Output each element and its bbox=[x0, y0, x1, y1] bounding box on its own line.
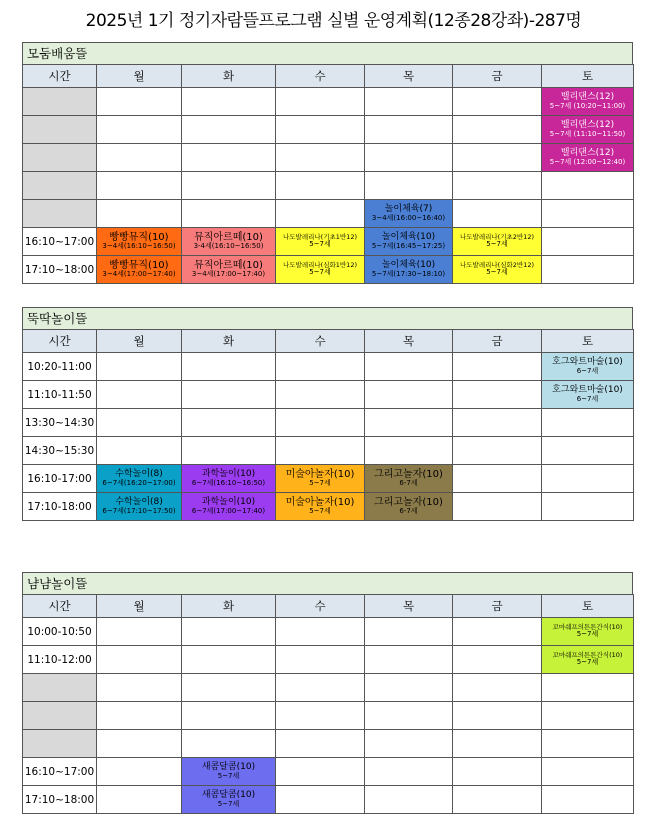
table-row bbox=[23, 88, 634, 116]
class-cell bbox=[276, 493, 365, 521]
class-cell bbox=[182, 228, 276, 256]
class-detail: 3~4세(17:00~17:40) bbox=[102, 270, 176, 279]
class-name: 빵빵뮤직(10) bbox=[109, 260, 169, 272]
day-header: 수 bbox=[276, 595, 365, 618]
empty-cell bbox=[542, 758, 634, 786]
time-cell: 11:10-12:00 bbox=[23, 646, 97, 674]
header-row bbox=[23, 330, 634, 353]
class-name: 그리고놀자(10) bbox=[374, 469, 443, 481]
time-cell: 17:10~18:00 bbox=[23, 786, 97, 814]
class-detail: 6~7세 bbox=[576, 394, 599, 403]
class-name: 꼬마쉐프의튼튼간식(10) bbox=[552, 651, 623, 660]
empty-cell bbox=[453, 116, 542, 144]
time-cell bbox=[23, 200, 97, 228]
class-detail: 5~7세 bbox=[309, 507, 331, 516]
empty-cell bbox=[97, 144, 182, 172]
empty-cell bbox=[97, 88, 182, 116]
time-cell bbox=[23, 730, 97, 758]
class-cell bbox=[365, 493, 453, 521]
empty-cell bbox=[365, 88, 453, 116]
day-header: 화 bbox=[182, 65, 276, 88]
section-title: 냠냠놀이뜰 bbox=[22, 572, 633, 594]
time-cell: 16:10~17:00 bbox=[23, 758, 97, 786]
empty-cell bbox=[276, 353, 365, 381]
empty-cell bbox=[97, 353, 182, 381]
class-detail: 6~7세(17:00~17:40) bbox=[191, 506, 266, 515]
day-header: 수 bbox=[276, 65, 365, 88]
empty-cell bbox=[276, 172, 365, 200]
schedule-table bbox=[22, 329, 634, 521]
empty-cell bbox=[182, 200, 276, 228]
class-cell bbox=[365, 256, 453, 284]
class-name: 나도발레리나(심화2반12) bbox=[460, 261, 534, 270]
empty-cell bbox=[182, 702, 276, 730]
class-name: 그리고놀자(10) bbox=[374, 497, 443, 509]
empty-cell bbox=[276, 116, 365, 144]
class-cell bbox=[365, 200, 453, 228]
class-name: 새콤달콤(10) bbox=[201, 789, 256, 800]
class-detail: 5~7세(17:30~18:10) bbox=[371, 269, 446, 278]
empty-cell bbox=[97, 437, 182, 465]
time-cell bbox=[23, 172, 97, 200]
empty-cell bbox=[97, 172, 182, 200]
empty-cell bbox=[276, 88, 365, 116]
class-cell bbox=[97, 465, 182, 493]
empty-cell bbox=[542, 493, 634, 521]
table-row bbox=[23, 116, 634, 144]
empty-cell bbox=[97, 702, 182, 730]
class-cell bbox=[97, 493, 182, 521]
empty-cell bbox=[453, 786, 542, 814]
section-title: 모둠배움뜰 bbox=[22, 42, 633, 64]
table-row bbox=[23, 758, 634, 786]
class-detail: 5~7세 (11:10~11:50) bbox=[549, 129, 626, 138]
schedule-section bbox=[22, 42, 633, 284]
class-detail: 3-4세(16:10~16:50) bbox=[193, 242, 264, 251]
empty-cell bbox=[97, 674, 182, 702]
day-header: 목 bbox=[365, 65, 453, 88]
empty-cell bbox=[453, 618, 542, 646]
empty-cell bbox=[276, 200, 365, 228]
class-detail: 6-7세 bbox=[399, 479, 418, 488]
class-cell bbox=[453, 228, 542, 256]
time-cell: 13:30~14:30 bbox=[23, 409, 97, 437]
empty-cell bbox=[453, 730, 542, 758]
empty-cell bbox=[453, 702, 542, 730]
table-row bbox=[23, 702, 634, 730]
empty-cell bbox=[97, 116, 182, 144]
class-name: 나도발레리나(심화1반12) bbox=[283, 261, 357, 270]
empty-cell bbox=[182, 646, 276, 674]
empty-cell bbox=[365, 116, 453, 144]
class-detail: 5~7세 bbox=[309, 240, 331, 249]
class-detail: 5~7세 bbox=[217, 771, 240, 780]
empty-cell bbox=[365, 646, 453, 674]
table-row bbox=[23, 437, 634, 465]
class-detail: 5~7세 bbox=[309, 479, 331, 488]
class-cell bbox=[453, 256, 542, 284]
empty-cell bbox=[182, 409, 276, 437]
day-header: 금 bbox=[453, 595, 542, 618]
empty-cell bbox=[276, 618, 365, 646]
day-header: 시간 bbox=[23, 330, 97, 353]
class-cell bbox=[365, 228, 453, 256]
class-cell bbox=[542, 353, 634, 381]
empty-cell bbox=[542, 702, 634, 730]
empty-cell bbox=[365, 674, 453, 702]
day-header: 토 bbox=[542, 595, 634, 618]
empty-cell bbox=[453, 646, 542, 674]
section-title: 뚝딱놀이뜰 bbox=[22, 307, 633, 329]
empty-cell bbox=[453, 200, 542, 228]
table-row bbox=[23, 172, 634, 200]
class-detail: 6-7세 bbox=[399, 507, 418, 516]
schedule-section bbox=[22, 307, 633, 521]
table-row bbox=[23, 786, 634, 814]
empty-cell bbox=[97, 646, 182, 674]
table-row bbox=[23, 618, 634, 646]
empty-cell bbox=[182, 618, 276, 646]
class-detail: 6~7세(17:10~17:50) bbox=[102, 506, 176, 515]
empty-cell bbox=[365, 437, 453, 465]
class-cell bbox=[182, 758, 276, 786]
class-name: 밸리댄스(12) bbox=[560, 147, 615, 158]
class-cell bbox=[542, 618, 634, 646]
empty-cell bbox=[542, 172, 634, 200]
class-cell bbox=[182, 465, 276, 493]
time-cell bbox=[23, 674, 97, 702]
empty-cell bbox=[365, 172, 453, 200]
class-cell bbox=[182, 493, 276, 521]
empty-cell bbox=[365, 786, 453, 814]
empty-cell bbox=[453, 144, 542, 172]
class-name: 과학놀이(10) bbox=[201, 468, 256, 479]
class-name: 호그와트마술(10) bbox=[552, 384, 623, 395]
empty-cell bbox=[542, 730, 634, 758]
class-cell bbox=[542, 116, 634, 144]
empty-cell bbox=[453, 758, 542, 786]
empty-cell bbox=[276, 730, 365, 758]
class-name: 수학놀이(8) bbox=[115, 468, 163, 479]
class-name: 놀이체육(10) bbox=[381, 259, 436, 270]
empty-cell bbox=[542, 786, 634, 814]
empty-cell bbox=[97, 200, 182, 228]
table-row bbox=[23, 256, 634, 284]
schedule-table bbox=[22, 64, 634, 284]
empty-cell bbox=[97, 786, 182, 814]
day-header: 수 bbox=[276, 330, 365, 353]
class-detail: 3~4세(17:00~17:40) bbox=[191, 270, 266, 279]
table-row bbox=[23, 381, 634, 409]
class-cell bbox=[182, 256, 276, 284]
day-header: 금 bbox=[453, 65, 542, 88]
class-name: 과학놀이(10) bbox=[201, 496, 256, 507]
class-detail: 5~7세 bbox=[309, 268, 331, 277]
empty-cell bbox=[182, 730, 276, 758]
time-cell: 11:10-11:50 bbox=[23, 381, 97, 409]
time-cell: 16:10-17:00 bbox=[23, 465, 97, 493]
empty-cell bbox=[365, 702, 453, 730]
schedule-table bbox=[22, 594, 634, 814]
empty-cell bbox=[276, 786, 365, 814]
empty-cell bbox=[453, 493, 542, 521]
empty-cell bbox=[182, 353, 276, 381]
class-name: 놀이체육(10) bbox=[381, 231, 436, 242]
empty-cell bbox=[453, 353, 542, 381]
empty-cell bbox=[276, 758, 365, 786]
class-cell bbox=[542, 646, 634, 674]
class-name: 호그와트마술(10) bbox=[552, 356, 623, 367]
class-cell bbox=[542, 381, 634, 409]
class-name: 미술아놀자(10) bbox=[285, 497, 355, 509]
empty-cell bbox=[97, 381, 182, 409]
class-name: 밸리댄스(12) bbox=[560, 91, 615, 102]
time-cell: 17:10-18:00 bbox=[23, 493, 97, 521]
class-cell bbox=[276, 465, 365, 493]
class-cell bbox=[97, 228, 182, 256]
table-row bbox=[23, 493, 634, 521]
time-cell: 14:30~15:30 bbox=[23, 437, 97, 465]
class-detail: 6~7세(16:10~16:50) bbox=[191, 478, 266, 487]
class-name: 빵빵뮤직(10) bbox=[109, 232, 169, 244]
time-cell bbox=[23, 88, 97, 116]
class-name: 꼬마쉐프의튼튼간식(10) bbox=[552, 623, 623, 632]
class-name: 나도발레리나(기초1반12) bbox=[283, 233, 357, 242]
empty-cell bbox=[182, 88, 276, 116]
day-header: 목 bbox=[365, 330, 453, 353]
table-row bbox=[23, 730, 634, 758]
class-cell bbox=[365, 465, 453, 493]
empty-cell bbox=[365, 758, 453, 786]
empty-cell bbox=[453, 409, 542, 437]
day-header: 월 bbox=[97, 330, 182, 353]
day-header: 화 bbox=[182, 595, 276, 618]
time-cell: 17:10~18:00 bbox=[23, 256, 97, 284]
day-header: 목 bbox=[365, 595, 453, 618]
empty-cell bbox=[97, 730, 182, 758]
day-header: 화 bbox=[182, 330, 276, 353]
empty-cell bbox=[453, 172, 542, 200]
empty-cell bbox=[542, 674, 634, 702]
day-header: 금 bbox=[453, 330, 542, 353]
empty-cell bbox=[453, 674, 542, 702]
time-cell bbox=[23, 144, 97, 172]
class-detail: 5~7세 bbox=[576, 630, 599, 639]
empty-cell bbox=[182, 144, 276, 172]
empty-cell bbox=[276, 437, 365, 465]
table-row bbox=[23, 228, 634, 256]
empty-cell bbox=[97, 758, 182, 786]
class-detail: 5~7세 bbox=[486, 240, 508, 249]
class-cell bbox=[542, 144, 634, 172]
class-name: 놀이체육(7) bbox=[384, 203, 433, 214]
class-detail: 5~7세 bbox=[217, 799, 240, 808]
table-row bbox=[23, 646, 634, 674]
day-header: 월 bbox=[97, 65, 182, 88]
class-detail: 5~7세 bbox=[486, 268, 508, 277]
page-title: 2025년 1기 정기자람뜰프로그램 실별 운영계획(12종28강좌)-287명 bbox=[85, 11, 582, 31]
empty-cell bbox=[542, 437, 634, 465]
table-row bbox=[23, 409, 634, 437]
empty-cell bbox=[276, 674, 365, 702]
time-cell: 16:10~17:00 bbox=[23, 228, 97, 256]
empty-cell bbox=[453, 381, 542, 409]
class-cell bbox=[276, 228, 365, 256]
day-header: 월 bbox=[97, 595, 182, 618]
class-name: 밸리댄스(12) bbox=[560, 119, 615, 130]
class-detail: 3~4세(16:00~16:40) bbox=[371, 213, 446, 222]
class-detail: 5~7세(16:45~17:25) bbox=[371, 241, 446, 250]
time-cell: 10:20-11:00 bbox=[23, 353, 97, 381]
day-header: 토 bbox=[542, 330, 634, 353]
class-name: 뮤직아르떼(10) bbox=[194, 232, 263, 244]
class-detail: 3~4세(16:10~16:50) bbox=[102, 242, 176, 251]
empty-cell bbox=[182, 116, 276, 144]
time-cell bbox=[23, 702, 97, 730]
empty-cell bbox=[542, 465, 634, 493]
class-detail: 6~7세 bbox=[576, 366, 599, 375]
table-row bbox=[23, 465, 634, 493]
header-row bbox=[23, 65, 634, 88]
empty-cell bbox=[276, 646, 365, 674]
time-cell bbox=[23, 116, 97, 144]
class-detail: 5~7세 (12:00~12:40) bbox=[549, 157, 626, 166]
empty-cell bbox=[542, 409, 634, 437]
empty-cell bbox=[453, 437, 542, 465]
empty-cell bbox=[365, 144, 453, 172]
table-row bbox=[23, 200, 634, 228]
class-detail: 5~7세 (10:20~11:00) bbox=[549, 101, 626, 110]
empty-cell bbox=[542, 200, 634, 228]
empty-cell bbox=[542, 228, 634, 256]
empty-cell bbox=[365, 618, 453, 646]
day-header: 토 bbox=[542, 65, 634, 88]
class-cell bbox=[97, 256, 182, 284]
empty-cell bbox=[542, 256, 634, 284]
empty-cell bbox=[276, 381, 365, 409]
empty-cell bbox=[276, 409, 365, 437]
empty-cell bbox=[365, 409, 453, 437]
empty-cell bbox=[97, 618, 182, 646]
empty-cell bbox=[365, 381, 453, 409]
empty-cell bbox=[453, 465, 542, 493]
empty-cell bbox=[97, 409, 182, 437]
empty-cell bbox=[182, 381, 276, 409]
class-detail: 6~7세(16:20~17:00) bbox=[102, 478, 176, 487]
table-row bbox=[23, 674, 634, 702]
table-row bbox=[23, 353, 634, 381]
empty-cell bbox=[365, 353, 453, 381]
day-header: 시간 bbox=[23, 65, 97, 88]
time-cell: 10:00-10:50 bbox=[23, 618, 97, 646]
empty-cell bbox=[365, 730, 453, 758]
empty-cell bbox=[182, 674, 276, 702]
empty-cell bbox=[276, 144, 365, 172]
class-name: 수학놀이(8) bbox=[115, 496, 163, 507]
header-row bbox=[23, 595, 634, 618]
empty-cell bbox=[276, 702, 365, 730]
table-row bbox=[23, 144, 634, 172]
empty-cell bbox=[182, 437, 276, 465]
class-name: 새콤달콤(10) bbox=[201, 761, 256, 772]
empty-cell bbox=[453, 88, 542, 116]
class-name: 나도발레리나(기초2반12) bbox=[460, 233, 534, 242]
class-detail: 5~7세 bbox=[576, 658, 599, 667]
day-header: 시간 bbox=[23, 595, 97, 618]
class-name: 미술아놀자(10) bbox=[285, 469, 355, 481]
empty-cell bbox=[182, 172, 276, 200]
class-name: 뮤직아르떼(10) bbox=[194, 260, 263, 272]
schedule-section bbox=[22, 572, 633, 814]
class-cell bbox=[182, 786, 276, 814]
class-cell bbox=[542, 88, 634, 116]
class-cell bbox=[276, 256, 365, 284]
